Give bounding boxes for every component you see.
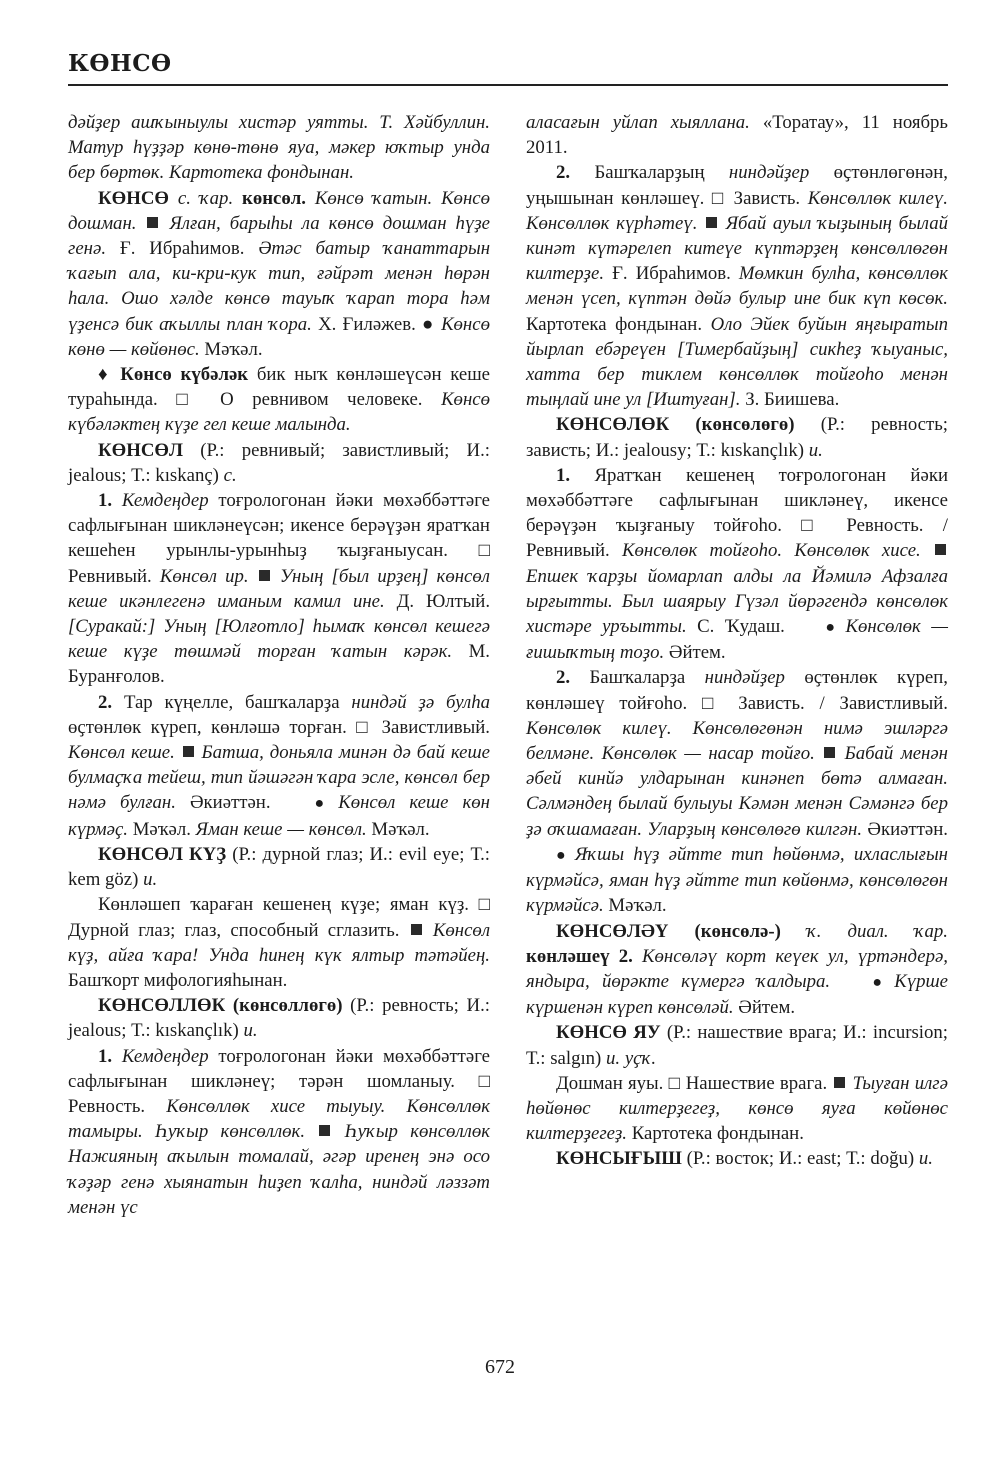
russian-equivalent: Зависть. bbox=[733, 187, 801, 209]
russian-equivalent: Нашествие врага. bbox=[685, 1072, 828, 1094]
translation-square-icon: □ bbox=[702, 692, 724, 714]
bullet-icon: ● bbox=[825, 619, 836, 637]
definition-italic: Кемдеңдер bbox=[121, 490, 209, 512]
headword: КӨНСӨЛӘҮ bbox=[556, 920, 669, 942]
citation-square-icon bbox=[834, 1077, 845, 1088]
source: Д. Юлтый. bbox=[396, 590, 491, 612]
example: Бабай менән әбей кинйә улдарынан кинәнеп бөтә алмаған. Сәлмәндең былай булыуы Кәмән менән Сәмәнгә бер ҙә оҡшамаған. Уларҙың көнсөлөгө килгән. bbox=[526, 743, 949, 840]
continuation-text: дәйҙер ашҡыныулы хистәр уятты. Т. Хәйбуллин. Матур һүҙҙәр көнө-төнө яуа, мәкер юҡтыр унда бер бөртөк. Картотека фондынан. bbox=[68, 112, 490, 184]
sense-number: 2. bbox=[98, 691, 113, 713]
grammar-label: ҡ. диал. ҡар. bbox=[806, 920, 948, 942]
source: М. Буранғолов. bbox=[68, 641, 490, 688]
source: Ғ. Ибраһимов. bbox=[119, 238, 245, 260]
russian-equivalent: Ревнивый. bbox=[68, 565, 152, 587]
headword: КӨНСӨЛЛӨК bbox=[98, 995, 226, 1017]
translation-square-icon: □ bbox=[668, 1072, 681, 1094]
headword: КӨНСӨЛӨК bbox=[556, 414, 670, 436]
definition: тоғрологонан йәки мөхәббәттәге сафлығынан шикләнеү; тәрән шомланыу. bbox=[68, 1045, 490, 1092]
example: Ялған, барыһы ла көнсө дошман һүҙе генә. bbox=[68, 212, 490, 260]
entry-konse-yau bbox=[526, 1020, 948, 1070]
definition-italic: Кемдеңдер bbox=[121, 1045, 209, 1067]
citation-square-icon bbox=[706, 217, 717, 228]
example: аласағын уйлап хыяллана. bbox=[526, 112, 750, 133]
equivalents: (Р.: ревность; И.: jealous; Т.: kıskançlık) bbox=[68, 995, 491, 1042]
sense-1 bbox=[68, 1044, 490, 1220]
example: Көнсөллөк килеү. Көнсөллөк күрһәтеү. bbox=[526, 187, 948, 234]
source: Мәҡәл. bbox=[371, 818, 430, 840]
source: Картотека фондынан. bbox=[631, 1123, 804, 1145]
proverb: Көнсө көнө — көйөнөс. bbox=[68, 313, 490, 360]
example: Батша, доньяла минән дә бай кеше булмаҫҡа тейеш, тип йәшәгән ҡара эсле, көнсөл бер нәмә булған. bbox=[68, 742, 490, 814]
left-continuation bbox=[68, 110, 490, 186]
translation-square-icon: □ bbox=[478, 894, 490, 916]
sense-2 bbox=[526, 160, 948, 412]
example: Һуҡыр көнсөллөк Нажияның аҡылын томалай, әгәр иренең энә осо ҡәҙәр генә хыянатын һиҙеп ҡалһа, ниндәй ләззәт менән үс bbox=[68, 1121, 490, 1218]
definition: Дошман яуы. bbox=[556, 1072, 664, 1094]
entry-konselek bbox=[526, 412, 948, 462]
running-head: КӨНСӨ bbox=[68, 50, 172, 77]
grammar-label: и. bbox=[143, 869, 158, 891]
sense-2 bbox=[68, 690, 490, 842]
bullet-icon: ● bbox=[314, 795, 325, 813]
grammar-label: с. ҡар. bbox=[177, 187, 234, 209]
example: Көнсөл ир. bbox=[159, 565, 249, 587]
russian-equivalent: Ревность. / Ревнивый. bbox=[526, 515, 948, 562]
translation-square-icon: □ bbox=[478, 1070, 490, 1092]
definition: Яратҡан кешенең тоғрологонан йәки мөхәббәттәге сафлығынан шикләнеү, икенсе берәүҙән ҡыҙғаныу тойғоһо. bbox=[526, 464, 948, 537]
left-column bbox=[68, 110, 490, 1220]
citation-square-icon bbox=[935, 544, 946, 555]
citation-square-icon bbox=[183, 746, 194, 757]
cross-reference: көнләшеү 2. bbox=[526, 945, 633, 967]
proverb: Яман кеше — көнсөл. bbox=[195, 818, 367, 840]
definition: өҫтөнлөк күреп, көнләшә торған. bbox=[68, 716, 347, 738]
equivalents: (Р.: ревность; зависть; И.: jealousy; Т.: kıskançlık) bbox=[526, 414, 949, 461]
source: Мәҡәл. bbox=[132, 818, 191, 840]
proverb: Көнсөлөк — ғишыҡтың тоҙо. bbox=[526, 616, 948, 664]
source: Әкиәттән. bbox=[189, 792, 271, 814]
grammar-label: и. bbox=[808, 439, 823, 461]
russian-equivalent: Завистливый. bbox=[381, 716, 490, 738]
russian-equivalent: Зависть. / Завистливый. bbox=[738, 692, 948, 714]
example: Көнсөл күҙ, айға ҡара! Унда һинең күк ялтыр тәтәйең. bbox=[68, 919, 491, 966]
grammar-label: и. bbox=[918, 1148, 933, 1170]
definition: Тар күңелле, башҡаларҙа bbox=[123, 691, 340, 713]
bullet-icon: ● bbox=[422, 313, 435, 335]
source: Ғ. Ибраһимов. bbox=[612, 263, 731, 285]
entry-konse-yau-body bbox=[526, 1071, 948, 1147]
example: Уның [был ирҙең] көнсөл кеше икәнлегенә иманым камил ине. bbox=[68, 565, 490, 612]
entry-konselau bbox=[526, 919, 948, 1021]
entry-konsel-kuz-body bbox=[68, 892, 490, 993]
entry-konsel bbox=[68, 438, 490, 488]
definition: бик ныҡ көнләшеүсән кеше тураһында. bbox=[68, 364, 491, 411]
equivalents: (Р.: нашествие врага; И.: incursion; Т.: salgın) bbox=[526, 1022, 948, 1069]
headword: КӨНСӨ bbox=[98, 187, 170, 209]
definition: өҫтөнлөгөнән, уңышынан көнләшеү. bbox=[526, 162, 948, 209]
source: Мәҡәл. bbox=[608, 895, 667, 917]
definition: Башҡаларҙың bbox=[594, 162, 705, 184]
sense-1 bbox=[526, 463, 948, 666]
citation-square-icon bbox=[319, 1125, 330, 1136]
definition-italic: ниндәйҙер bbox=[728, 162, 810, 184]
translation-square-icon: □ bbox=[356, 716, 373, 738]
headword: КӨНСӨЛ bbox=[98, 439, 184, 461]
bullet-icon: ● bbox=[872, 973, 882, 991]
translation-square-icon: □ bbox=[478, 540, 490, 562]
entry-konsellek bbox=[68, 993, 490, 1043]
sense-number: 1. bbox=[98, 490, 113, 512]
source: Әйтем. bbox=[738, 997, 796, 1019]
entry-konsygysh bbox=[526, 1146, 948, 1171]
grammar-label: и. bbox=[243, 1020, 258, 1042]
equivalents: (Р.: дурной глаз; И.: evil eye; Т.: kem göz) bbox=[68, 843, 490, 891]
definition: өҫтөнлөк күреп, көнләшеү тойғоһо. bbox=[526, 667, 948, 714]
bullet-icon: ● bbox=[556, 846, 566, 864]
page-number: 672 bbox=[485, 1356, 515, 1378]
sense-number: 1. bbox=[98, 1045, 113, 1067]
example: Көнсөлөк килеү. Көнсөлөгөнән нимә эшләргә белмәне. Көнсөлөк — насар тойғо. bbox=[526, 717, 948, 765]
russian-equivalent: Ревность. bbox=[68, 1095, 146, 1117]
equivalents: (Р.: ревнивый; завистливый; И.: jealous; Т.: kıskanç) bbox=[68, 439, 490, 486]
citation-square-icon bbox=[259, 570, 270, 581]
example: Епшек ҡарҙы йомарлап алды ла Йәмилә Афзалға ырғытты. Был шаярыу Гүзәл йөрәгендә көнсөлөк хистәре уръытты. bbox=[526, 565, 948, 638]
proverb: Көнсөл кеше көн күрмәҫ. bbox=[68, 792, 491, 840]
translation-square-icon: □ bbox=[176, 389, 202, 411]
sense-number: 1. bbox=[556, 464, 571, 486]
equivalents: (Р.: восток; И.: east; Т.: doğu) bbox=[686, 1148, 915, 1170]
definition: тоғрологонан йәки мөхәббәттәге сафлығынан шикләнеүсән; икенсе берәүҙән яратҡан кешеһен урынлы-урынһыҙ ҡыҙғаныусан. bbox=[68, 490, 490, 562]
source: С. Ҡудаш. bbox=[697, 616, 785, 638]
example: Көнсөлөк тойғоһо. Көнсөлөк хисе. bbox=[622, 540, 921, 562]
proverb: Яҡшы һүҙ әйтте тип һөйөнмә, ихласлығын күрмәйсә, яман һүҙ әйтте тип көйөнмә, көнсөлөгөн күрмәйсә. bbox=[526, 843, 948, 917]
russian-equivalent: О ревнивом человеке. bbox=[220, 389, 423, 411]
definition: Башҡаларҙа bbox=[589, 667, 686, 689]
example: Көнсө күбәләктең күҙе гел кеше малында. bbox=[68, 389, 490, 436]
entry-konsel-kuz bbox=[68, 842, 490, 892]
right-column bbox=[526, 110, 948, 1172]
translation-square-icon: □ bbox=[711, 187, 727, 209]
proverb: Күрше күршенән күреп көнсөләй. bbox=[526, 970, 949, 1019]
source: Картотека фондынан. bbox=[526, 313, 703, 335]
example: Көнсө ҡатын. Көнсө дошман. bbox=[68, 187, 490, 234]
example: Тыуған илгә һөйөнөс килтерҙегеҙ, көнсө яуға көйөнөс килтерҙегеҙ. bbox=[526, 1072, 948, 1145]
phrase-konse-kubelek bbox=[68, 362, 490, 438]
phrase-headword: Көнсө күбәләк bbox=[120, 364, 249, 386]
example: Оло Эйек буйын яңғыратып йырлап ебәреүен [Тимербайҙың] сикһеҙ ҡыуаныс, хатта бер тиклем көнсөллөк тойғоһо менән тыңлай ине ул [Иштуған]. bbox=[526, 313, 948, 411]
example: [Суракай:] Уның [Юлғотло] һымаҡ көнсөл кешегә кеше күҙе төшмәй торған ҡатын кәрәк. bbox=[68, 616, 490, 663]
source: Мәҡәл. bbox=[204, 338, 263, 360]
example: Ябай ауыл ҡыҙының былай кинәт күтәрелеп китеүе күптәрҙең көнсөллөгөн килтерҙе. bbox=[526, 212, 948, 285]
inflected-form: (көнсөлөгө) bbox=[695, 414, 795, 436]
headword: КӨНСӨ ЯУ bbox=[556, 1022, 661, 1044]
citation-square-icon bbox=[411, 924, 422, 935]
inflected-form: (көнсөллөгө) bbox=[232, 995, 343, 1017]
inflected-form: (көнсөлә-) bbox=[694, 920, 781, 942]
source: Х. Ғиләжев. bbox=[318, 313, 416, 335]
sense-2 bbox=[526, 665, 948, 918]
headword: КӨНСӨЛ КҮҘ bbox=[98, 843, 227, 865]
sense-number: 2. bbox=[556, 667, 571, 689]
cross-reference: көнсөл. bbox=[242, 187, 307, 209]
source: Әкиәттән. bbox=[867, 818, 948, 840]
grammar-label: с. bbox=[223, 464, 237, 486]
russian-equivalent: Дурной глаз; глаз, способный сглазить. bbox=[68, 919, 400, 941]
headword: КӨНСЫҒЫШ bbox=[556, 1148, 682, 1170]
right-continuation bbox=[526, 110, 948, 160]
definition: Көнләшеп ҡараған кешенең күҙе; яман күҙ. bbox=[98, 894, 469, 916]
source: З. Биишева. bbox=[745, 389, 840, 411]
source: Әйтем. bbox=[668, 642, 726, 664]
example: Көнсөллөк хисе тыуыу. Көнсөллөк тамыры. Һуҡыр көнсөллөк. bbox=[68, 1095, 490, 1143]
example: Әтәс батыр ҡанаттарын ҡағып ала, ки-кри-кук тип, ғәйрәт менән һөрән һала. Ошо хәлде көнсө тауыҡ ҡарап тора һәм үҙенсә бик аҡыллы план ҡора. bbox=[68, 238, 491, 335]
citation-square-icon bbox=[147, 217, 158, 228]
definition-italic: ниндәй ҙә булһа bbox=[351, 691, 490, 713]
grammar-label: и. уҫҡ. bbox=[606, 1047, 657, 1069]
sense-number: 2. bbox=[556, 162, 571, 184]
example: Көнсөләү корт кеүек ул, үртәндерә, яндыра, йөрәкте күмергә ҡалдыра. bbox=[526, 945, 948, 992]
source: Башҡорт мифологияһынан. bbox=[68, 969, 288, 991]
example: Мөмкин булһа, көнсөллөк менән үсеп, күптән дөйә булыр ине бик күп көсөк. bbox=[526, 263, 948, 310]
header-rule bbox=[68, 84, 948, 86]
source: «Торатау», 11 ноябрь 2011. bbox=[526, 112, 948, 159]
citation-square-icon bbox=[824, 747, 835, 758]
translation-square-icon: □ bbox=[801, 515, 828, 537]
example: Көнсөл кеше. bbox=[68, 742, 175, 764]
definition-italic: ниндәйҙер bbox=[704, 667, 785, 689]
entry-konse bbox=[68, 186, 490, 362]
diamond-icon: ♦ bbox=[98, 364, 112, 386]
sense-1 bbox=[68, 488, 490, 690]
